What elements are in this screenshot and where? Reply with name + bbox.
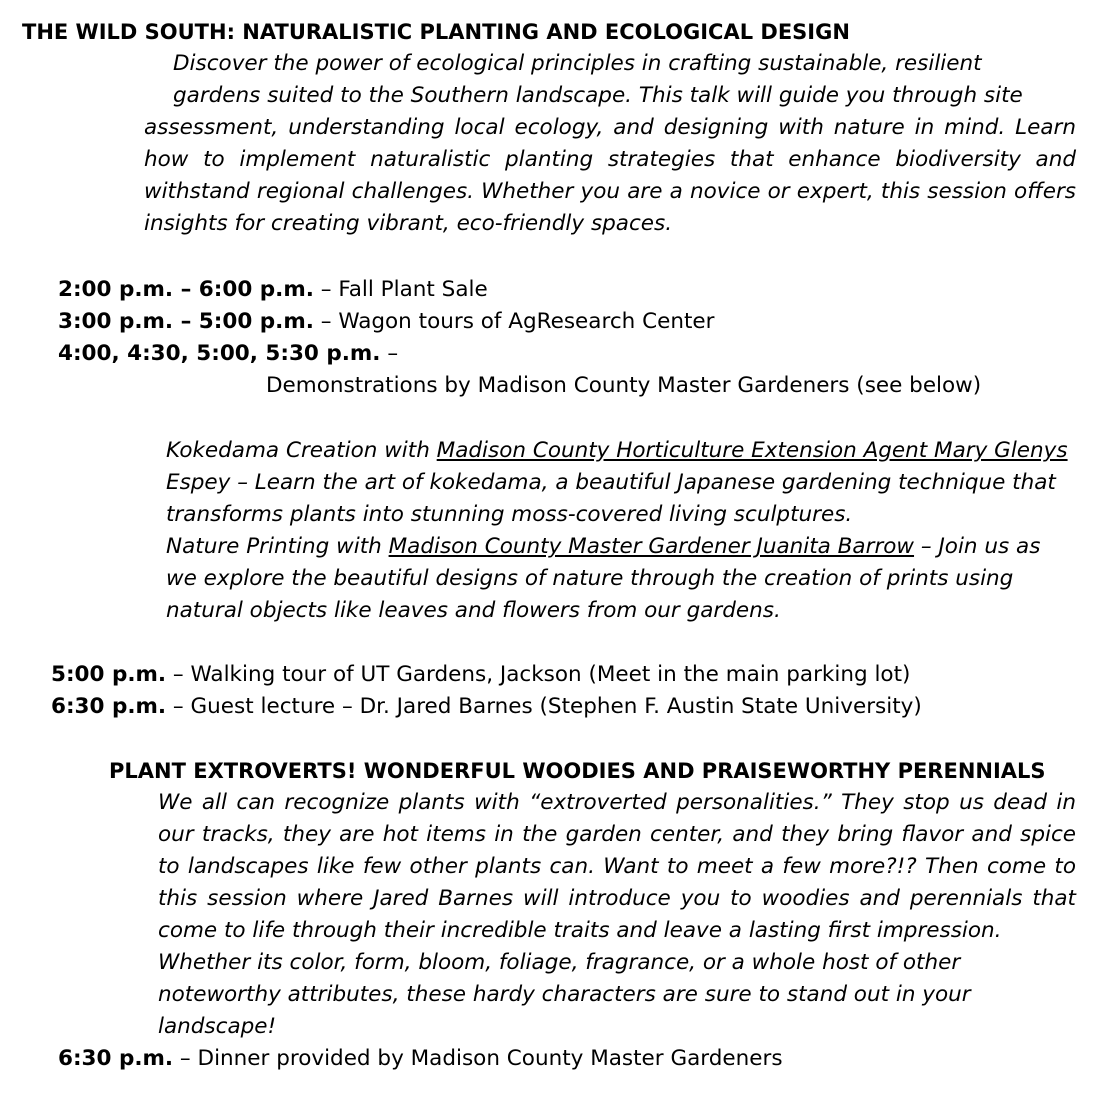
wild-south-line: withstand regional challenges. Whether you are a novice or expert, this session offers xyxy=(144,179,1076,204)
extroverts-description xyxy=(158,787,1076,1043)
schedule-text: – Fall Plant Sale xyxy=(313,277,488,302)
schedule-text: – xyxy=(380,341,399,366)
extroverts-line: We all can recognize plants with “extroverted personalities.” They stop us dead in xyxy=(158,790,1076,815)
schedule-item xyxy=(58,338,398,370)
schedule-time: 6:30 p.m. xyxy=(51,694,167,719)
demo-kokedama-line: Espey – Learn the art of kokedama, a beautiful Japanese gardening technique that xyxy=(166,470,1056,495)
schedule-item xyxy=(51,691,922,723)
schedule-item xyxy=(51,659,910,691)
extroverts-title: PLANT EXTROVERTS! WONDERFUL WOODIES AND PRAISEWORTHY PERENNIALS xyxy=(109,759,1046,783)
schedule-text: – Dinner provided by Madison County Master Gardeners xyxy=(173,1046,783,1071)
schedule-item xyxy=(58,306,714,338)
extroverts-line: landscape! xyxy=(158,1014,277,1039)
wild-south-line: Discover the power of ecological principles in crafting sustainable, resilient xyxy=(173,51,982,76)
schedule-text: – Walking tour of UT Gardens, Jackson (Meet in the main parking lot) xyxy=(166,662,911,687)
wild-south-line: insights for creating vibrant, eco-friendly spaces. xyxy=(144,211,673,236)
wild-south-line: gardens suited to the Southern landscape. This talk will guide you through site xyxy=(173,83,1023,108)
demo-printing xyxy=(166,531,1040,563)
wild-south-line: how to implement naturalistic planting strategies that enhance biodiversity and xyxy=(144,147,1076,172)
demo-prefix: Nature Printing with xyxy=(166,534,389,559)
schedule-time: 3:00 p.m. – 5:00 p.m. xyxy=(58,309,314,334)
demo-kokedama-line: transforms plants into stunning moss-covered living sculptures. xyxy=(166,502,853,527)
wild-south-title: THE WILD SOUTH: NATURALISTIC PLANTING AND ECOLOGICAL DESIGN xyxy=(22,20,850,44)
schedule-time: 6:30 p.m. xyxy=(58,1046,174,1071)
extroverts-line: our tracks, they are hot items in the garden center, and they bring flavor and spice xyxy=(158,822,1076,847)
schedule-time: 5:00 p.m. xyxy=(51,662,167,687)
demo-prefix: Kokedama Creation with xyxy=(166,438,437,463)
wild-south-line: assessment, understanding local ecology, and designing with nature in mind. Learn xyxy=(144,115,1076,140)
schedule-item-dinner xyxy=(58,1043,783,1075)
schedule-item xyxy=(58,274,488,306)
demo-kokedama xyxy=(166,435,1068,467)
demo-printing-line: we explore the beautiful designs of nature through the creation of prints using xyxy=(166,566,1014,591)
extroverts-line: this session where Jared Barnes will introduce you to woodies and perennials that xyxy=(158,886,1076,911)
demo-printing-line: natural objects like leaves and flowers from our gardens. xyxy=(166,598,781,623)
extroverts-line: come to life through their incredible traits and leave a lasting first impression. xyxy=(158,918,1002,943)
schedule-time: 4:00, 4:30, 5:00, 5:30 p.m. xyxy=(58,341,381,366)
wild-south-description xyxy=(144,112,1076,240)
schedule-text: – Guest lecture – Dr. Jared Barnes (Stephen F. Austin State University) xyxy=(166,694,922,719)
extroverts-line: noteworthy attributes, these hardy characters are sure to stand out in your xyxy=(158,982,971,1007)
demo-note: Demonstrations by Madison County Master Gardeners (see below) xyxy=(266,373,982,398)
demo-suffix: – Join us as xyxy=(914,534,1041,559)
presenter-link[interactable]: Madison County Master Gardener Juanita Barrow xyxy=(388,534,915,559)
schedule-time: 2:00 p.m. – 6:00 p.m. xyxy=(58,277,314,302)
schedule-text: – Wagon tours of AgResearch Center xyxy=(313,309,715,334)
presenter-link[interactable]: Madison County Horticulture Extension Agent Mary Glenys xyxy=(436,438,1068,463)
extroverts-line: to landscapes like few other plants can. Want to meet a few more?!? Then come to xyxy=(158,854,1076,879)
extroverts-line: Whether its color, form, bloom, foliage, fragrance, or a whole host of other xyxy=(158,950,961,975)
